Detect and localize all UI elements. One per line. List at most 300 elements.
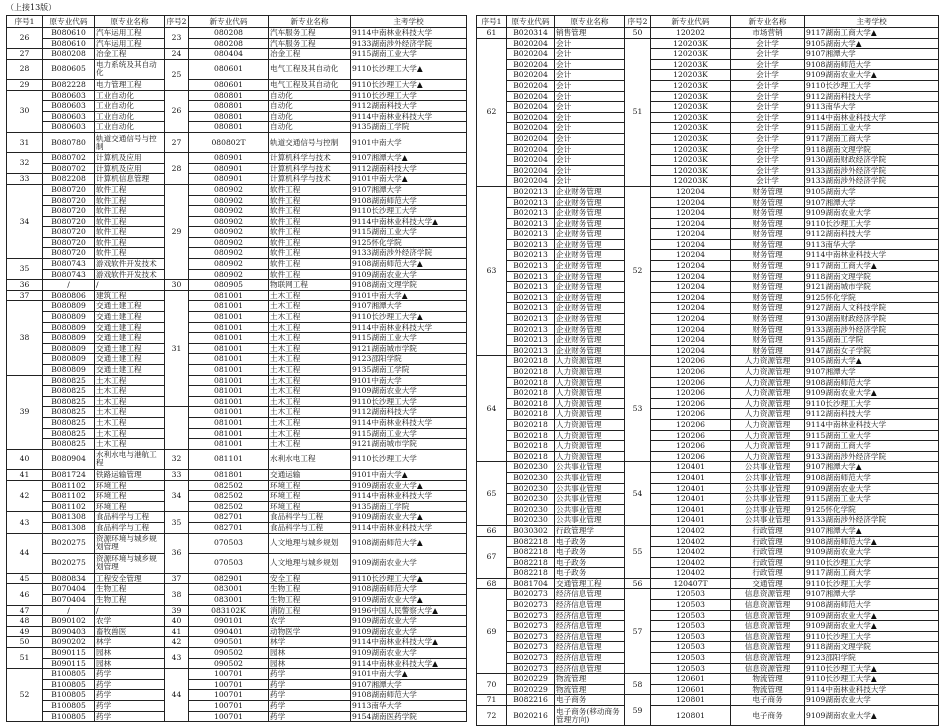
old-major-cell: 电子商务(移动商务管理方向) bbox=[555, 706, 625, 726]
new-code-cell: 120204 bbox=[651, 282, 731, 293]
table-row bbox=[477, 451, 939, 462]
old-code-cell: B020204 bbox=[507, 70, 555, 81]
exam-school-cell: 9108湖南师范大学▲ bbox=[351, 533, 467, 553]
old-code-cell: B090202 bbox=[43, 637, 95, 648]
old-major-cell: 软件工程 bbox=[95, 206, 165, 217]
seq1-cell: 40 bbox=[7, 449, 43, 469]
new-code-cell: 120401 bbox=[651, 462, 731, 473]
new-code-cell: 120206 bbox=[651, 356, 731, 367]
old-major-cell: 人力资源管理 bbox=[555, 377, 625, 388]
new-code-cell: 120202 bbox=[651, 28, 731, 39]
exam-school-cell: 9154湖南医药学院 bbox=[351, 711, 467, 722]
old-code-cell: B080603 bbox=[43, 111, 95, 122]
seq1-cell: 45 bbox=[7, 573, 43, 584]
old-major-cell: 计算机及应用 bbox=[95, 163, 165, 174]
old-code-cell: B020229 bbox=[507, 674, 555, 685]
table-row bbox=[477, 28, 939, 39]
table-row bbox=[477, 462, 939, 473]
seq2-cell: 42 bbox=[165, 637, 189, 648]
seq1-cell: 51 bbox=[7, 648, 43, 669]
table-row bbox=[7, 669, 467, 680]
seq1-cell: 29 bbox=[7, 79, 43, 90]
new-major-cell: 信息资源管理 bbox=[731, 631, 805, 642]
exam-school-cell: 9114中南林业科技大学▲ bbox=[351, 658, 467, 669]
table-row bbox=[7, 522, 467, 533]
new-major-cell: 药学 bbox=[269, 690, 351, 701]
old-code-cell: B020229 bbox=[507, 684, 555, 695]
old-major-cell: 企业财务管理 bbox=[555, 335, 625, 346]
old-major-cell: 药学 bbox=[95, 711, 165, 722]
seq1-cell: 41 bbox=[7, 469, 43, 480]
old-major-cell: 公共事业管理 bbox=[555, 494, 625, 505]
exam-school-cell: 9110长沙理工大学▲ bbox=[351, 79, 467, 90]
table-row bbox=[477, 610, 939, 621]
old-code-cell: B020218 bbox=[507, 419, 555, 430]
new-code-cell: 120503 bbox=[651, 642, 731, 653]
seq2-cell: 50 bbox=[625, 28, 651, 39]
column-header: 新专业名称 bbox=[269, 16, 351, 28]
old-major-cell: 环境工程 bbox=[95, 491, 165, 502]
new-major-cell: 土木工程 bbox=[269, 290, 351, 301]
new-code-cell: 080801 bbox=[189, 90, 269, 101]
table-row bbox=[477, 441, 939, 452]
exam-school-cell: 9135湖南工学院 bbox=[351, 122, 467, 133]
table-row bbox=[7, 469, 467, 480]
new-major-cell: 人力资源管理 bbox=[731, 398, 805, 409]
exam-school-cell: 9133湖南涉外经济学院 bbox=[351, 248, 467, 259]
new-major-cell: 电气工程及其自动化 bbox=[269, 59, 351, 79]
table-row bbox=[7, 365, 467, 376]
seq1-cell: 69 bbox=[477, 589, 507, 674]
exam-school-cell: 9123邵阳学院 bbox=[805, 653, 939, 664]
exam-school-cell: 9133湖南涉外经济学院 bbox=[805, 165, 939, 176]
new-major-cell: 人力资源管理 bbox=[731, 430, 805, 441]
old-code-cell: B082208 bbox=[43, 174, 95, 185]
seq2-cell: 41 bbox=[165, 626, 189, 637]
new-code-cell: 120206 bbox=[651, 451, 731, 462]
new-code-cell: 120601 bbox=[651, 674, 731, 685]
old-code-cell: B020230 bbox=[507, 504, 555, 515]
new-code-cell: 081001 bbox=[189, 417, 269, 428]
new-major-cell: 会计学 bbox=[731, 112, 805, 123]
exam-school-cell: 9112湖南科技大学 bbox=[805, 409, 939, 420]
old-code-cell: B020213 bbox=[507, 345, 555, 356]
new-major-cell: 信息资源管理 bbox=[731, 600, 805, 611]
seq1-cell: 62 bbox=[477, 38, 507, 186]
old-code-cell: B020204 bbox=[507, 144, 555, 155]
table-row bbox=[477, 314, 939, 325]
new-code-cell: 120206 bbox=[651, 377, 731, 388]
new-code-cell: 080208 bbox=[189, 38, 269, 49]
new-major-cell: 软件工程 bbox=[269, 269, 351, 280]
new-major-cell: 人力资源管理 bbox=[731, 388, 805, 399]
table-row bbox=[477, 515, 939, 526]
old-major-cell: 企业财务管理 bbox=[555, 292, 625, 303]
new-code-cell: 120503 bbox=[651, 621, 731, 632]
old-major-cell: 土木工程 bbox=[95, 386, 165, 397]
new-major-cell: 药学 bbox=[269, 701, 351, 712]
new-major-cell: 物流管理 bbox=[731, 674, 805, 685]
new-code-cell: 080404 bbox=[189, 49, 269, 60]
exam-school-cell: 9109湖南农业大学▲ bbox=[805, 621, 939, 632]
new-code-cell: 120204 bbox=[651, 345, 731, 356]
new-code-cell: 070503 bbox=[189, 533, 269, 553]
new-major-cell: 水利水电工程 bbox=[269, 449, 351, 469]
seq2-cell: 25 bbox=[165, 59, 189, 90]
exam-school-cell: 9118湖南文理学院 bbox=[805, 144, 939, 155]
old-code-cell: B080208 bbox=[43, 49, 95, 60]
old-major-cell: 公共事业管理 bbox=[555, 462, 625, 473]
new-code-cell: 080208 bbox=[189, 28, 269, 39]
new-code-cell: 120203K bbox=[651, 70, 731, 81]
new-major-cell: 公共事业管理 bbox=[731, 472, 805, 483]
new-code-cell: 090401 bbox=[189, 626, 269, 637]
new-major-cell: 土木工程 bbox=[269, 333, 351, 344]
new-code-cell: 120503 bbox=[651, 631, 731, 642]
table-row bbox=[7, 259, 467, 270]
table-row bbox=[477, 292, 939, 303]
old-major-cell: 软件工程 bbox=[95, 227, 165, 238]
old-code-cell: B020213 bbox=[507, 282, 555, 293]
exam-school-cell: 9115湖南工业大学 bbox=[351, 49, 467, 60]
new-major-cell: 财务管理 bbox=[731, 345, 805, 356]
new-major-cell: 土木工程 bbox=[269, 343, 351, 354]
new-major-cell: 财务管理 bbox=[731, 324, 805, 335]
exam-school-cell: 9101中南大学▲ bbox=[351, 290, 467, 301]
seq1-cell: 32 bbox=[7, 153, 43, 174]
new-code-cell: 080902 bbox=[189, 248, 269, 259]
table-row bbox=[477, 335, 939, 346]
old-code-cell: B082218 bbox=[507, 536, 555, 547]
exam-school-cell: 9113南华大学 bbox=[805, 239, 939, 250]
exam-school-cell: 9110长沙理工大学 bbox=[805, 218, 939, 229]
old-code-cell: B020273 bbox=[507, 600, 555, 611]
exam-school-cell: 9114中南林业科技大学 bbox=[351, 417, 467, 428]
old-major-cell: 资源环境与城乡规划管理 bbox=[95, 553, 165, 573]
exam-school-cell: 9127湖南人文科技学院 bbox=[805, 303, 939, 314]
old-major-cell: 企业财务管理 bbox=[555, 345, 625, 356]
old-major-cell: 物流管理 bbox=[555, 674, 625, 685]
old-code-cell: B020204 bbox=[507, 91, 555, 102]
exam-school-cell: 9114中南林业科技大学 bbox=[351, 28, 467, 39]
old-code-cell: B020218 bbox=[507, 441, 555, 452]
old-code-cell: / bbox=[43, 605, 95, 616]
exam-school-cell: 9114中南林业科技大学 bbox=[805, 250, 939, 261]
old-code-cell: B020218 bbox=[507, 451, 555, 462]
new-code-cell: 080801 bbox=[189, 101, 269, 112]
new-major-cell: 交通管理 bbox=[731, 578, 805, 589]
seq2-cell: 51 bbox=[625, 38, 651, 186]
table-row bbox=[7, 163, 467, 174]
table-row bbox=[477, 165, 939, 176]
table-row bbox=[7, 439, 467, 450]
exam-school-cell: 9108湖南师范大学 bbox=[805, 377, 939, 388]
new-major-cell: 汽车服务工程 bbox=[269, 28, 351, 39]
old-major-cell: 会计 bbox=[555, 144, 625, 155]
table-row bbox=[7, 153, 467, 164]
seq1-cell: 43 bbox=[7, 512, 43, 533]
table-row bbox=[7, 480, 467, 491]
old-code-cell: B020204 bbox=[507, 133, 555, 144]
old-major-cell: 人力资源管理 bbox=[555, 430, 625, 441]
old-major-cell: 电子政务 bbox=[555, 547, 625, 558]
seq1-cell: 35 bbox=[7, 259, 43, 280]
new-code-cell: 083001 bbox=[189, 595, 269, 606]
old-major-cell: 企业财务管理 bbox=[555, 229, 625, 240]
new-code-cell: 082502 bbox=[189, 491, 269, 502]
new-major-cell: 财务管理 bbox=[731, 239, 805, 250]
table-row bbox=[7, 333, 467, 344]
old-code-cell: B020218 bbox=[507, 409, 555, 420]
table-row bbox=[477, 112, 939, 123]
old-major-cell: 汽车运用工程 bbox=[95, 28, 165, 39]
exam-school-cell: 9121湖南城市学院 bbox=[351, 439, 467, 450]
new-code-cell: 120203K bbox=[651, 144, 731, 155]
old-code-cell: B020213 bbox=[507, 208, 555, 219]
new-code-cell: 082701 bbox=[189, 512, 269, 523]
exam-school-cell: 9109湖南农业大学 bbox=[805, 695, 939, 706]
old-code-cell: B081308 bbox=[43, 522, 95, 533]
new-major-cell: 计算机科学与技术 bbox=[269, 153, 351, 164]
old-major-cell: 人力资源管理 bbox=[555, 441, 625, 452]
exam-school-cell: 9133湖南涉外经济学院 bbox=[805, 451, 939, 462]
new-code-cell: 120401 bbox=[651, 504, 731, 515]
new-major-cell: 财务管理 bbox=[731, 261, 805, 272]
table-row bbox=[7, 132, 467, 152]
old-code-cell: B100805 bbox=[43, 679, 95, 690]
exam-school-cell: 9114中南林业科技大学 bbox=[351, 111, 467, 122]
old-major-cell: 游戏软件开发技术 bbox=[95, 269, 165, 280]
column-header: 原专业名称 bbox=[555, 16, 625, 28]
old-major-cell: 计算机及应用 bbox=[95, 153, 165, 164]
exam-school-cell: 9135湖南工学院 bbox=[351, 501, 467, 512]
old-code-cell: B080825 bbox=[43, 439, 95, 450]
new-code-cell: 120203K bbox=[651, 112, 731, 123]
new-code-cell: 120801 bbox=[651, 695, 731, 706]
new-major-cell: 人力资源管理 bbox=[731, 377, 805, 388]
old-code-cell: B020275 bbox=[43, 553, 95, 573]
old-code-cell: B081704 bbox=[507, 578, 555, 589]
old-major-cell: 交通管理工程 bbox=[555, 578, 625, 589]
seq2-cell: 34 bbox=[165, 480, 189, 512]
table-row bbox=[477, 483, 939, 494]
old-major-cell: 药学 bbox=[95, 690, 165, 701]
table-row bbox=[477, 123, 939, 134]
old-major-cell: 软件工程 bbox=[95, 248, 165, 259]
old-code-cell: B020204 bbox=[507, 123, 555, 134]
table-row bbox=[7, 38, 467, 49]
new-major-cell: 财务管理 bbox=[731, 208, 805, 219]
new-major-cell: 动物医学 bbox=[269, 626, 351, 637]
new-major-cell: 会计学 bbox=[731, 155, 805, 166]
old-code-cell: B082218 bbox=[507, 568, 555, 579]
table-row bbox=[477, 38, 939, 49]
exam-school-cell: 9107湘潭大学 bbox=[805, 367, 939, 378]
new-code-cell: 081101 bbox=[189, 449, 269, 469]
old-major-cell: 会计 bbox=[555, 102, 625, 113]
old-major-cell: 物流管理 bbox=[555, 684, 625, 695]
left-header-row bbox=[7, 16, 467, 28]
new-major-cell: 土木工程 bbox=[269, 365, 351, 376]
exam-school-cell: 9108湖南师范大学 bbox=[351, 690, 467, 701]
new-code-cell: 090501 bbox=[189, 637, 269, 648]
old-code-cell: B080809 bbox=[43, 343, 95, 354]
new-code-cell: 120203K bbox=[651, 176, 731, 187]
seq1-cell: 64 bbox=[477, 356, 507, 462]
table-row bbox=[7, 312, 467, 323]
new-code-cell: 120204 bbox=[651, 324, 731, 335]
seq2-cell: 24 bbox=[165, 49, 189, 60]
right-header-row bbox=[477, 16, 939, 28]
new-code-cell: 120204 bbox=[651, 229, 731, 240]
exam-school-cell: 9133湖南涉外经济学院 bbox=[805, 515, 939, 526]
column-header: 新专业代码 bbox=[189, 16, 269, 28]
exam-school-cell: 9114中南林业科技大学▲ bbox=[351, 637, 467, 648]
old-major-cell: 会计 bbox=[555, 80, 625, 91]
table-row bbox=[7, 290, 467, 301]
seq1-cell: 68 bbox=[477, 578, 507, 589]
old-major-cell: 食品科学与工程 bbox=[95, 512, 165, 523]
table-row bbox=[7, 195, 467, 206]
old-major-cell: 建筑工程 bbox=[95, 290, 165, 301]
new-major-cell: 市场营销 bbox=[731, 28, 805, 39]
exam-school-cell: 9125怀化学院 bbox=[351, 237, 467, 248]
old-major-cell: 工程安全管理 bbox=[95, 573, 165, 584]
exam-school-cell: 9110长沙理工大学▲ bbox=[351, 573, 467, 584]
exam-school-cell: 9105湖南大学 bbox=[805, 186, 939, 197]
table-row bbox=[477, 695, 939, 706]
new-code-cell: 120206 bbox=[651, 398, 731, 409]
new-major-cell: 轨道交通信号与控制 bbox=[269, 132, 351, 152]
new-code-cell: 120401 bbox=[651, 483, 731, 494]
old-major-cell: 人力资源管理 bbox=[555, 356, 625, 367]
old-code-cell: B020204 bbox=[507, 112, 555, 123]
new-code-cell: 080601 bbox=[189, 59, 269, 79]
new-major-cell: 人力资源管理 bbox=[731, 409, 805, 420]
table-row bbox=[477, 706, 939, 726]
old-major-cell: 企业财务管理 bbox=[555, 261, 625, 272]
new-code-cell: 120203K bbox=[651, 38, 731, 49]
old-major-cell: 企业财务管理 bbox=[555, 324, 625, 335]
table-row bbox=[477, 631, 939, 642]
seq2-cell: 54 bbox=[625, 462, 651, 526]
seq1-cell: 42 bbox=[7, 480, 43, 512]
old-major-cell: 人力资源管理 bbox=[555, 398, 625, 409]
old-major-cell: 会计 bbox=[555, 133, 625, 144]
exam-school-cell: 9110长沙理工大学 bbox=[805, 631, 939, 642]
old-code-cell: B020273 bbox=[507, 631, 555, 642]
seq1-cell: 39 bbox=[7, 375, 43, 449]
table-row bbox=[7, 79, 467, 90]
seq1-cell: 50 bbox=[7, 637, 43, 648]
old-code-cell: B081102 bbox=[43, 491, 95, 502]
left-table bbox=[6, 15, 467, 722]
new-code-cell: 120203K bbox=[651, 80, 731, 91]
new-code-cell: 100701 bbox=[189, 690, 269, 701]
old-major-cell: 会计 bbox=[555, 112, 625, 123]
new-major-cell: 财务管理 bbox=[731, 250, 805, 261]
exam-school-cell: 9112湖南科技大学 bbox=[351, 407, 467, 418]
exam-school-cell: 9109湖南农业大学▲ bbox=[805, 706, 939, 726]
exam-school-cell: 9109湖南农业大学 bbox=[351, 553, 467, 573]
exam-school-cell: 9110长沙理工大学 bbox=[351, 449, 467, 469]
table-row bbox=[477, 345, 939, 356]
exam-school-cell: 9110长沙理工大学▲ bbox=[805, 663, 939, 674]
old-major-cell: 交通土建工程 bbox=[95, 354, 165, 365]
old-code-cell: B020273 bbox=[507, 621, 555, 632]
new-major-cell: 财务管理 bbox=[731, 186, 805, 197]
table-row bbox=[477, 557, 939, 568]
old-major-cell: 软件工程 bbox=[95, 184, 165, 195]
new-code-cell: 120401 bbox=[651, 494, 731, 505]
new-code-cell: 081001 bbox=[189, 354, 269, 365]
table-row bbox=[7, 584, 467, 595]
new-code-cell: 082502 bbox=[189, 480, 269, 491]
table-row bbox=[7, 595, 467, 606]
old-major-cell: 企业财务管理 bbox=[555, 218, 625, 229]
old-major-cell: 药学 bbox=[95, 669, 165, 680]
old-major-cell: 会计 bbox=[555, 165, 625, 176]
new-major-cell: 信息资源管理 bbox=[731, 653, 805, 664]
old-code-cell: B080720 bbox=[43, 195, 95, 206]
old-major-cell: 电力系统及其自动化 bbox=[95, 59, 165, 79]
exam-school-cell: 9117湖南工商大学▲ bbox=[805, 28, 939, 39]
new-code-cell: 080902 bbox=[189, 237, 269, 248]
table-row bbox=[7, 206, 467, 217]
table-row bbox=[7, 322, 467, 333]
new-major-cell: 软件工程 bbox=[269, 227, 351, 238]
exam-school-cell: 9133湖南涉外经济学院 bbox=[805, 324, 939, 335]
new-code-cell: 120206 bbox=[651, 388, 731, 399]
old-code-cell: B100805 bbox=[43, 711, 95, 722]
old-code-cell: B090403 bbox=[43, 626, 95, 637]
old-code-cell: B020213 bbox=[507, 261, 555, 272]
new-major-cell: 土木工程 bbox=[269, 428, 351, 439]
exam-school-cell: 9108湖南师范大学▲ bbox=[351, 259, 467, 270]
exam-school-cell: 9112湖南科技大学 bbox=[805, 229, 939, 240]
old-major-cell: 公共事业管理 bbox=[555, 515, 625, 526]
table-row bbox=[477, 536, 939, 547]
old-major-cell: 人力资源管理 bbox=[555, 367, 625, 378]
old-code-cell: B020218 bbox=[507, 398, 555, 409]
table-row bbox=[7, 701, 467, 712]
new-code-cell: 081001 bbox=[189, 428, 269, 439]
new-code-cell: 120206 bbox=[651, 419, 731, 430]
seq2-cell: 59 bbox=[625, 695, 651, 726]
exam-school-cell: 9112湖南科技大学 bbox=[805, 91, 939, 102]
table-row bbox=[7, 605, 467, 616]
new-code-cell: 081001 bbox=[189, 439, 269, 450]
old-code-cell: B020213 bbox=[507, 197, 555, 208]
exam-school-cell: 9110长沙理工大学▲ bbox=[805, 674, 939, 685]
old-code-cell: B020230 bbox=[507, 472, 555, 483]
new-code-cell: 100701 bbox=[189, 711, 269, 722]
exam-school-cell: 9107湘潭大学 bbox=[351, 301, 467, 312]
new-code-cell: 120402 bbox=[651, 557, 731, 568]
old-major-cell: 农学 bbox=[95, 616, 165, 627]
old-major-cell: / bbox=[95, 280, 165, 291]
new-major-cell: 林学 bbox=[269, 637, 351, 648]
new-major-cell: 会计学 bbox=[731, 59, 805, 70]
old-code-cell: B020204 bbox=[507, 155, 555, 166]
new-code-cell: 120204 bbox=[651, 218, 731, 229]
table-row bbox=[7, 101, 467, 112]
right-table-body bbox=[477, 28, 939, 726]
table-row bbox=[7, 449, 467, 469]
seq2-cell: 29 bbox=[165, 184, 189, 279]
new-major-cell: 会计学 bbox=[731, 91, 805, 102]
exam-school-cell: 9125怀化学院 bbox=[805, 292, 939, 303]
